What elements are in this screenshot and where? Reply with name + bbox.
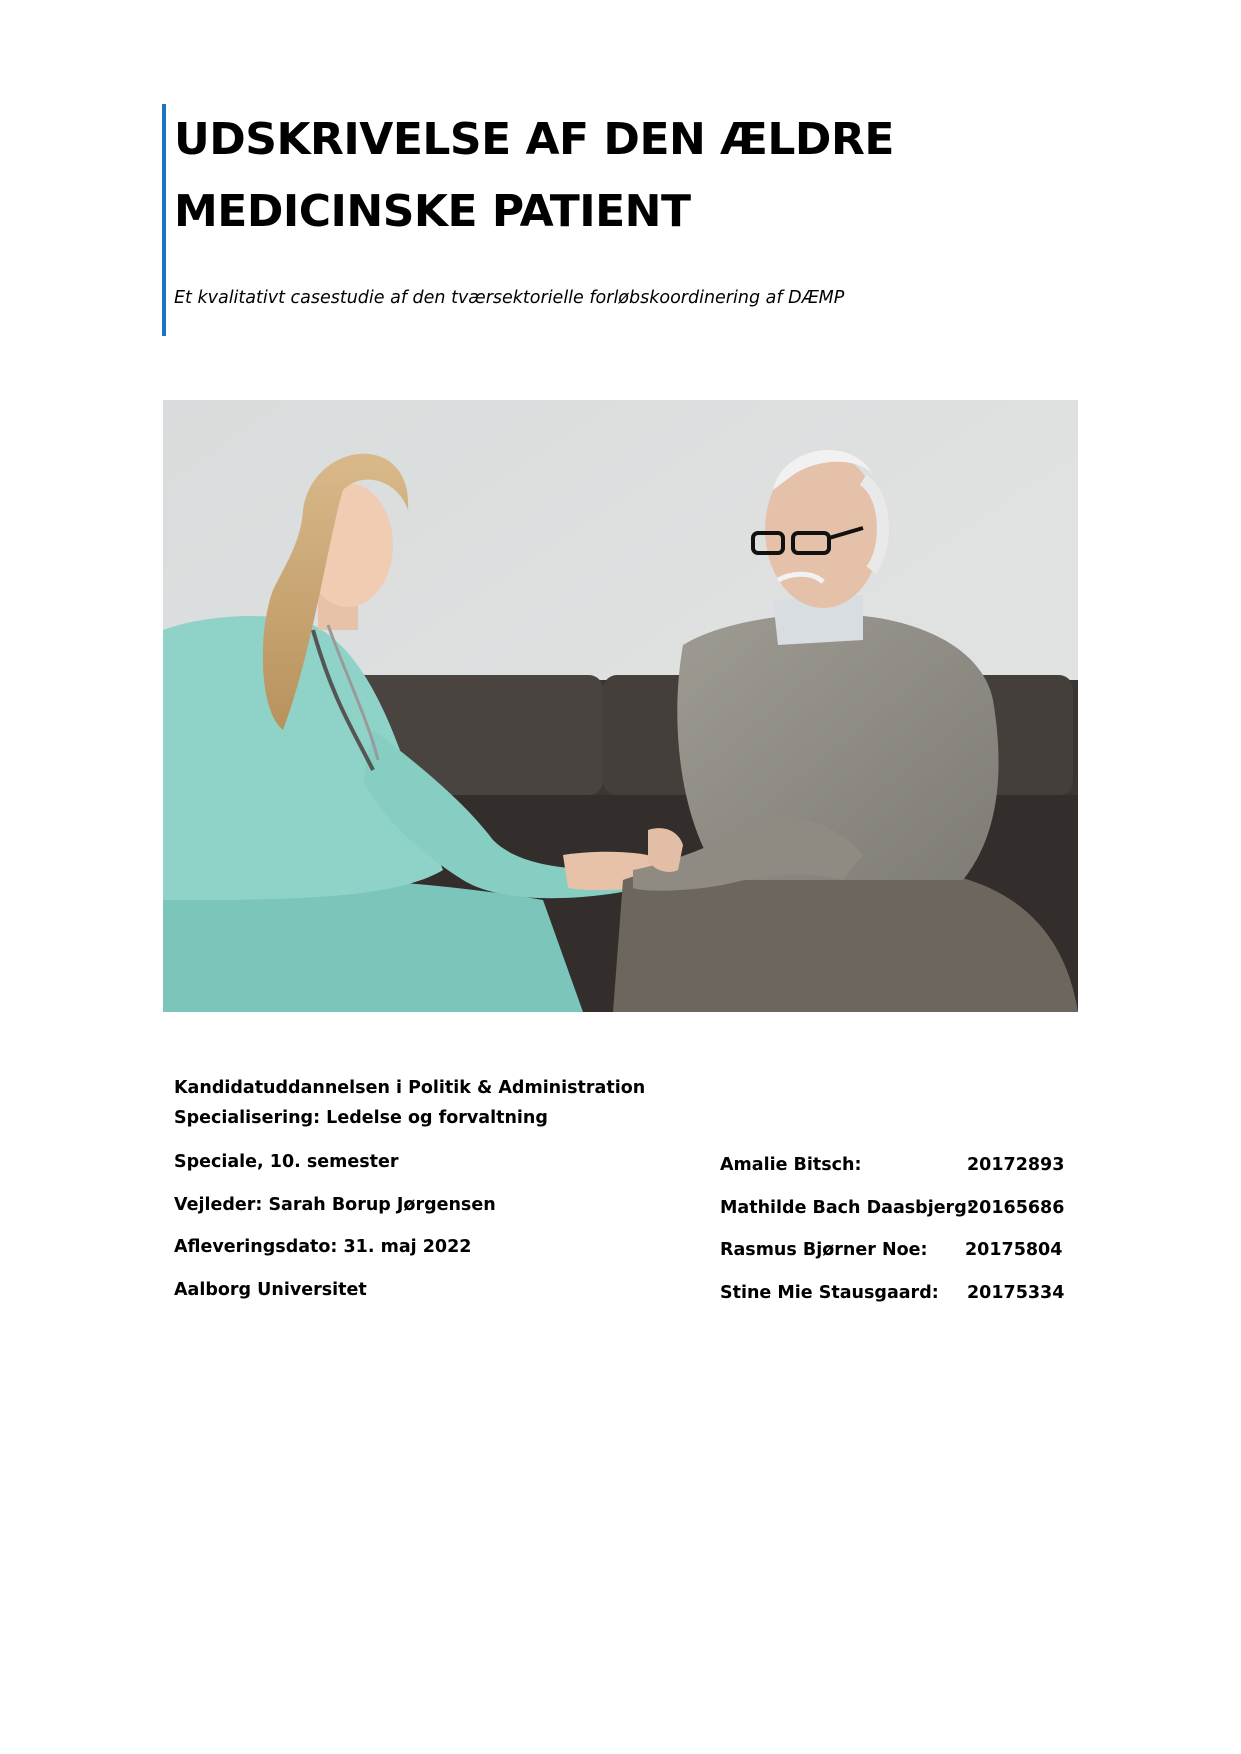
thesis-text: Speciale, 10. semester — [174, 1152, 399, 1172]
title-line-1: UDSKRIVELSE AF DEN ÆLDRE — [174, 114, 894, 165]
author-name: Rasmus Bjørner Noe: — [720, 1240, 928, 1260]
author-id: 20175804 — [965, 1240, 1063, 1260]
title-line-2: MEDICINSKE PATIENT — [174, 186, 691, 237]
author-row — [720, 1198, 1065, 1224]
author-id: 20175334 — [967, 1283, 1065, 1303]
author-row — [720, 1240, 1063, 1266]
author-name: Amalie Bitsch: — [720, 1155, 862, 1175]
due-date-text: Afleveringsdato: 31. maj 2022 — [174, 1237, 472, 1257]
author-name: Mathilde Bach Daasbjerg: — [720, 1198, 974, 1218]
university-text: Aalborg Universitet — [174, 1280, 367, 1300]
program-text: Kandidatuddannelsen i Politik & Administration — [174, 1078, 646, 1098]
author-id: 20172893 — [967, 1155, 1065, 1175]
author-row — [720, 1283, 1065, 1309]
title-block — [162, 104, 1062, 336]
specialization-text: Specialisering: Ledelse og forvaltning — [174, 1108, 548, 1128]
cover-photo — [163, 400, 1078, 1012]
author-id: 20165686 — [967, 1198, 1065, 1218]
author-row — [720, 1155, 1065, 1181]
author-name: Stine Mie Stausgaard: — [720, 1283, 939, 1303]
subtitle: Et kvalitativt casestudie af den tværsektorielle forløbskoordinering af DÆMP — [174, 288, 845, 308]
supervisor-text: Vejleder: Sarah Borup Jørgensen — [174, 1195, 496, 1215]
